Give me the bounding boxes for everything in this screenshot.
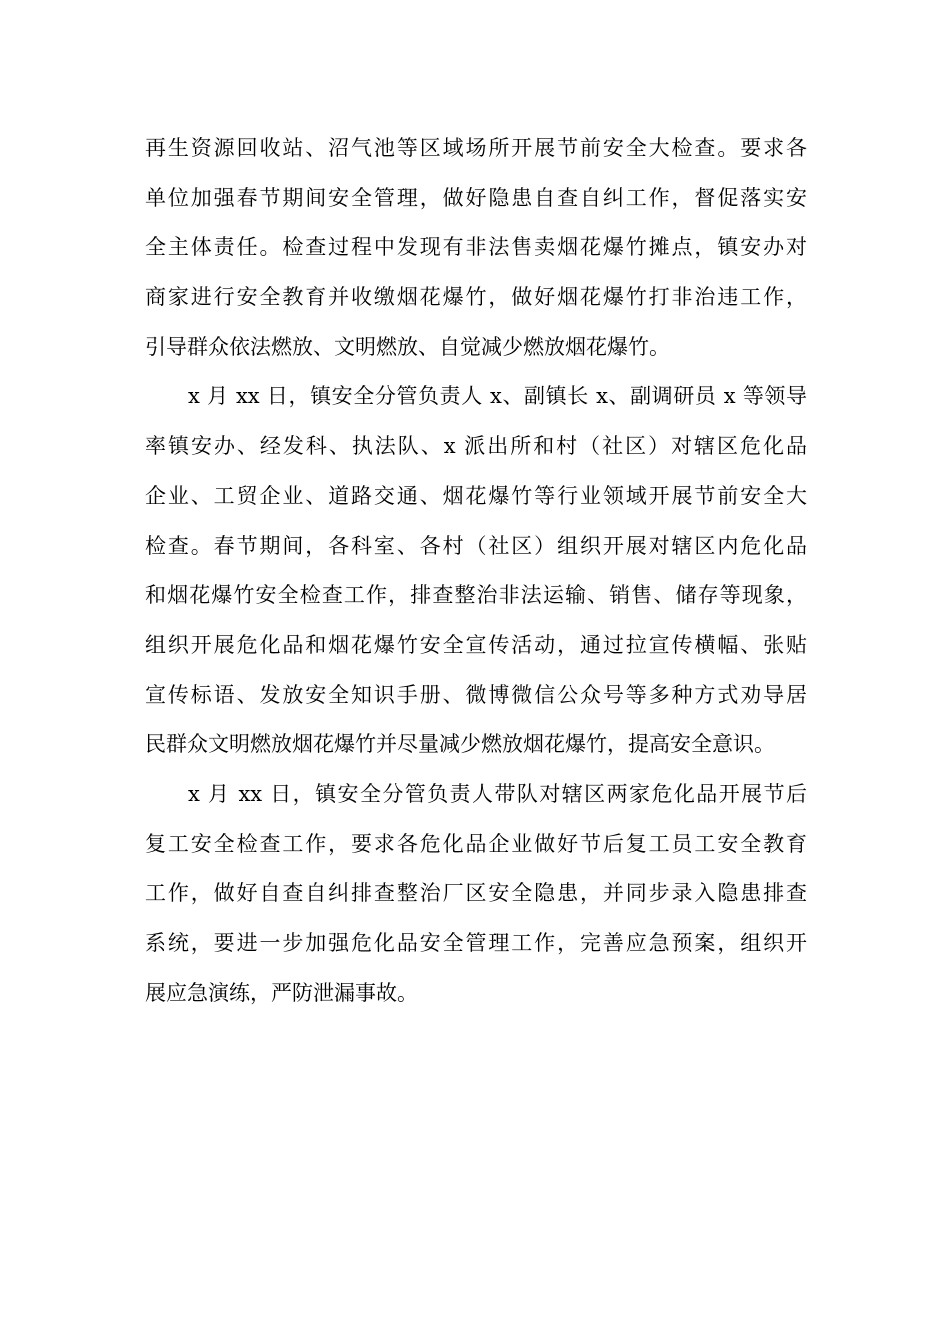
text-line: 系统，要进一步加强危化品安全管理工作，完善应急预案，组织开	[145, 931, 807, 955]
text-line: 和烟花爆竹安全检查工作，排查整治非法运输、销售、储存等现象，	[145, 583, 807, 608]
document-body	[145, 124, 807, 1018]
text-line: 复工安全检查工作，要求各危化品企业做好节后复工员工安全教育	[145, 831, 807, 856]
text-line: 展应急演练，严防泄漏事故。	[145, 980, 418, 1005]
paragraph-2	[145, 372, 807, 770]
paragraph-1	[145, 124, 807, 372]
text-line: 引导群众依法燃放、文明燃放、自觉减少燃放烟花爆竹。	[145, 334, 670, 359]
text-line: 宣传标语、发放安全知识手册、微博微信公众号等多种方式劝导居	[145, 682, 807, 707]
text-line: 检查。春节期间，各科室、各村（社区）组织开展对辖区内危化品	[145, 533, 807, 558]
text-line: 商家进行安全教育并收缴烟花爆竹，做好烟花爆竹打非治违工作，	[145, 285, 807, 310]
text-line: 全主体责任。检查过程中发现有非法售卖烟花爆竹摊点，镇安办对	[145, 235, 807, 260]
text-line: 企业、工贸企业、道路交通、烟花爆竹等行业领域开展节前安全大	[145, 483, 807, 508]
text-line: 组织开展危化品和烟花爆竹安全宣传活动，通过拉宣传横幅、张贴	[145, 632, 807, 657]
paragraph-3	[145, 770, 807, 1018]
text-line: 民群众文明燃放烟花爆竹并尽量减少燃放烟花爆竹，提高安全意识。	[145, 732, 775, 757]
text-line: 单位加强春节期间安全管理，做好隐患自查自纠工作，督促落实安	[145, 185, 807, 210]
text-line: x 月 xx 日，镇安全分管负责人带队对辖区两家危化品开展节后	[188, 781, 807, 806]
text-line: 再生资源回收站、沼气池等区域场所开展节前安全大检查。要求各	[145, 136, 807, 160]
text-line: 率镇安办、经发科、执法队、x 派出所和村（社区）对辖区危化品	[145, 434, 807, 459]
text-line: 工作，做好自查自纠排查整治厂区安全隐患，并同步录入隐患排查	[145, 881, 807, 906]
text-line: x 月 xx 日，镇安全分管负责人 x、副镇长 x、副调研员 x 等领导	[188, 384, 807, 409]
